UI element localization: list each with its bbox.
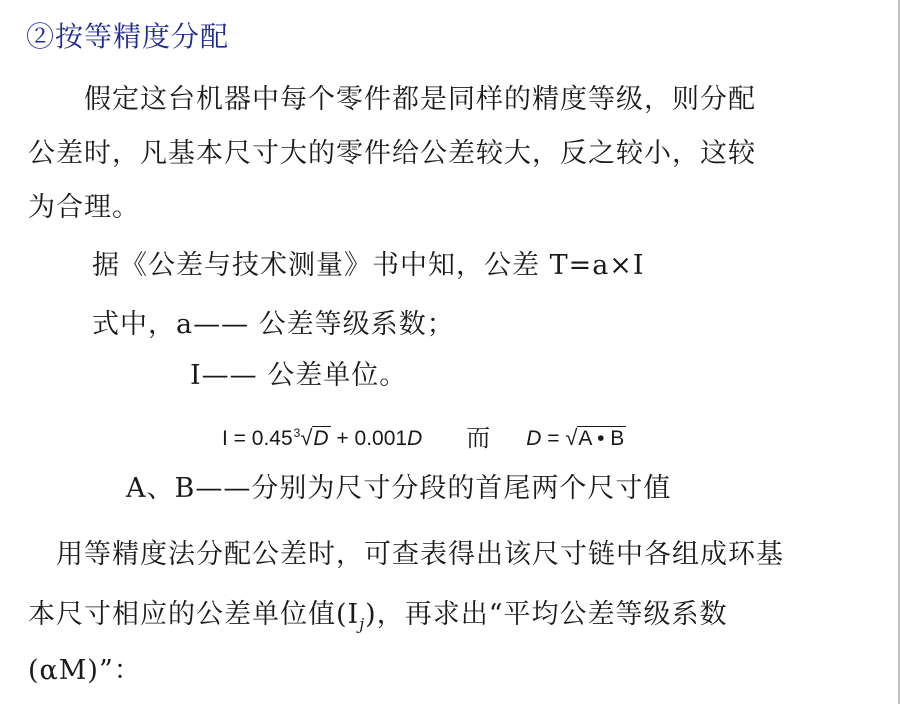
definition-i: I—— 公差单位。 (190, 360, 408, 391)
definition-a: 式中，a—— 公差等级系数； (92, 309, 455, 340)
formula-plus-term: + 0.001 (330, 427, 408, 450)
paragraph-text: 本尺寸相应的公差单位值(I (28, 599, 360, 630)
paragraph-text: )，再求出“平均公差等级系数 (365, 599, 728, 630)
tolerance-unit-formula (222, 418, 626, 454)
paragraph-line (28, 598, 728, 641)
formula-d-lhs: D (526, 427, 542, 450)
cube-root-index: 3 (293, 426, 301, 440)
formula-lhs: I = 0.45 (222, 427, 293, 450)
formula-connector: 而 (466, 424, 491, 452)
definition-ab: A、B——分别为尺寸分段的首尾两个尺寸值 (126, 473, 672, 504)
formula-d-under-root: D (313, 427, 329, 450)
section-heading: ②按等精度分配 (26, 20, 230, 53)
radical-sign: √ (300, 425, 313, 450)
subscript-j: j (359, 614, 366, 634)
paragraph-line: (αM)”： (28, 655, 142, 686)
formula-d-trailing: D (407, 427, 423, 450)
source-statement: 据《公差与技术测量》书中知，公差 T=a×I (92, 250, 645, 281)
square-root-sign: √ (565, 425, 578, 450)
paragraph-line: 公差时，凡基本尺寸大的零件给公差较大，反之较小，这较 (28, 138, 756, 169)
paragraph-line: 用等精度法分配公差时，可查表得出该尺寸链中各组成环基 (28, 539, 784, 570)
formula-equals: = (541, 427, 566, 450)
paragraph-line: 假定这台机器中每个零件都是同样的精度等级，则分配 (28, 84, 756, 115)
paragraph-line: 为合理。 (28, 192, 140, 223)
formula-radicand: A • B (578, 427, 625, 450)
